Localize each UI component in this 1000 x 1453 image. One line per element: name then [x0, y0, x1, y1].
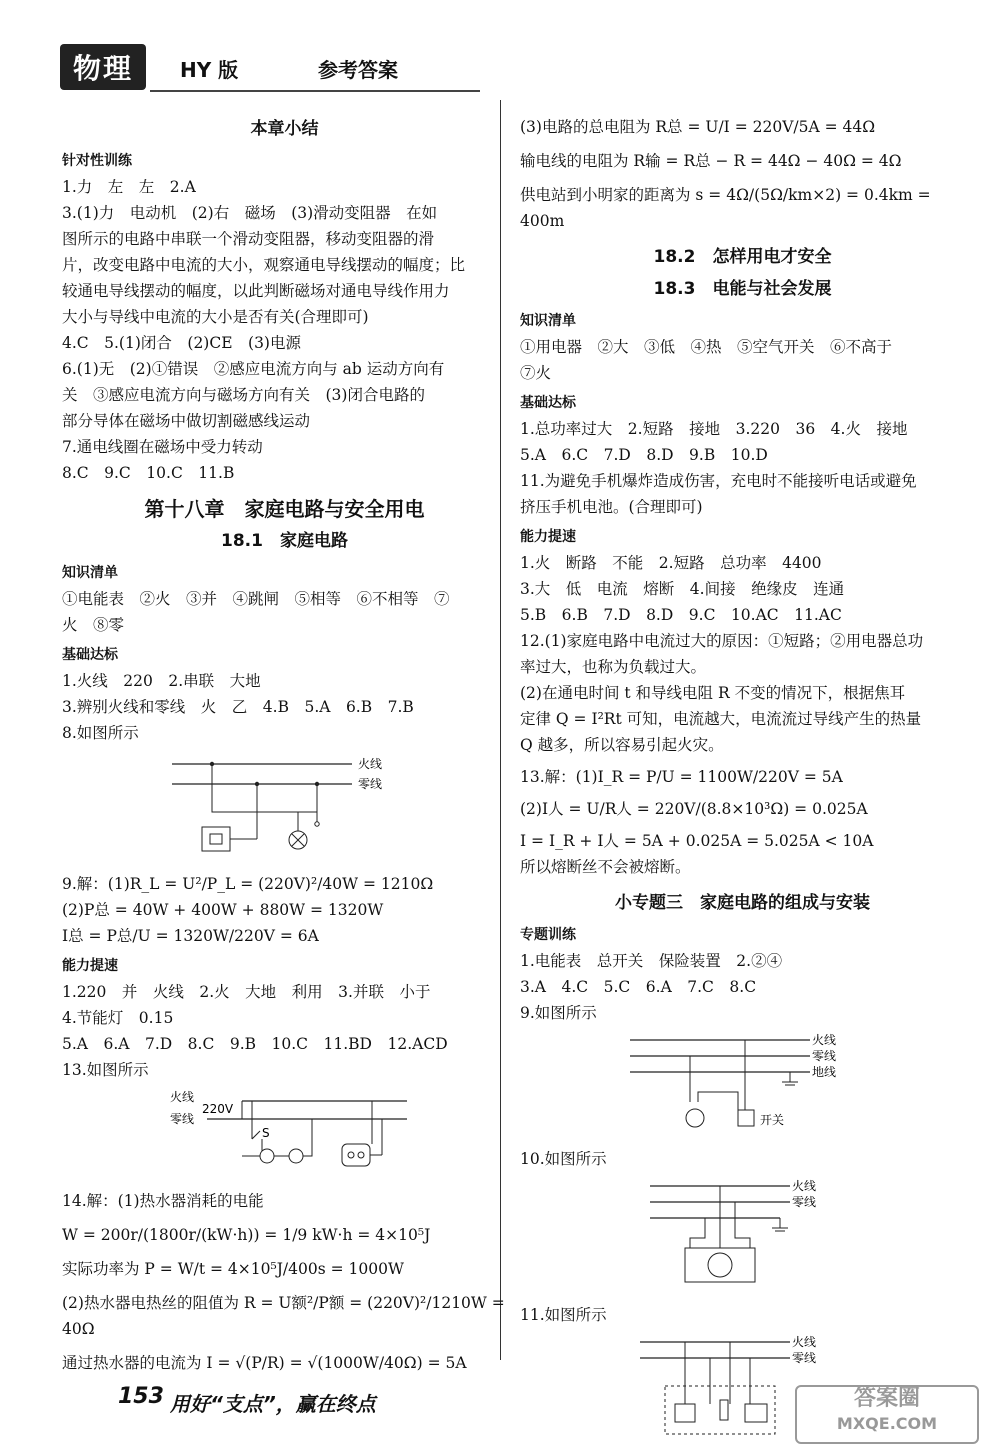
page-number: 153 — [118, 1384, 164, 1409]
circuit-figure-9 — [520, 1032, 965, 1140]
answer-line: 图所示的电路中串联一个滑动变阻器，移动变阻器的滑 — [62, 230, 435, 248]
section-subtitle: 知识清单 — [62, 565, 118, 581]
answer-line: 通过热水器的电流为 I = √(P/R) = √(1000W/40Ω) = 5A — [62, 1354, 467, 1372]
answer-line: 6.(1)无 (2)①错误 ②感应电流方向与 ab 运动方向有 — [62, 360, 445, 378]
ground-wire-label: 地线 — [812, 1065, 837, 1079]
switch-label: S — [262, 1126, 270, 1140]
answer-line: 8.如图所示 — [62, 724, 139, 742]
switch-icon — [675, 1404, 695, 1422]
answer-line: 供电站到小明家的距离为 s = 4Ω/(5Ω/km×2) = 0.4km = 400m — [520, 186, 936, 230]
answer-line: Q 越多，所以容易引起火灾。 — [520, 736, 724, 754]
subject-badge: 物理 — [60, 44, 146, 90]
answer-line: (3)电路的总电阻为 R总 = U/I = 220V/5A = 44Ω — [520, 118, 876, 136]
answer-line: 关 ③感应电流方向与磁场方向有关 (3)闭合电路的 — [62, 386, 425, 404]
chapter-title: 第十八章 家庭电路与安全用电 — [144, 497, 425, 521]
answer-line: W = 200r/(1800r/(kW·h)) = 1/9 kW·h = 4×10⁵J — [62, 1226, 431, 1244]
answer-line: I总 = P总/U = 1320W/220V = 6A — [62, 927, 319, 945]
answer-line: 较通电导线摆动的幅度，以此判断磁场对通电导线作用力 — [62, 282, 450, 300]
answer-line: 1.火线 220 2.串联 大地 — [62, 672, 261, 690]
socket-icon — [342, 1144, 370, 1166]
watermark-url: MXQE.COM — [836, 1414, 938, 1433]
answer-line: 5.A 6.C 7.D 8.D 9.B 10.D — [520, 446, 768, 464]
circuit-figure-8 — [62, 752, 507, 865]
switch-icon — [738, 1110, 754, 1126]
section-subtitle: 专题训练 — [520, 927, 576, 943]
answer-line: 1.220 并 火线 2.火 大地 利用 3.并联 小于 — [62, 983, 431, 1001]
lamp-icon — [260, 1149, 274, 1163]
answer-line: 11.为避免手机爆炸造成伤害，充电时不能接听电话或避免 — [520, 472, 917, 490]
watermark-logo — [795, 1385, 979, 1444]
voltage-label: 220V — [202, 1102, 234, 1116]
circuit-diagram — [62, 752, 422, 857]
header-rule — [150, 90, 480, 92]
answer-line: I = I_R + I人 = 5A + 0.025A = 5.025A < 10A — [520, 832, 874, 850]
circuit-diagram — [520, 1032, 960, 1132]
live-wire-label: 火线 — [792, 1335, 817, 1349]
answers-label: 参考答案 — [318, 58, 398, 82]
answer-line: 实际功率为 P = W/t = 4×10⁵J/400s = 1000W — [62, 1260, 404, 1278]
answer-line: (2)I人 = U/R人 = 220V/(8.8×10³Ω) = 0.025A — [520, 800, 868, 818]
socket-icon — [202, 827, 230, 851]
section-subtitle: 能力提速 — [520, 529, 576, 545]
answer-line: 11.如图所示 — [520, 1306, 607, 1324]
edition-label: HY 版 — [180, 58, 239, 82]
answer-line: (2)在通电时间 t 和导线电阻 R 不变的情况下，根据焦耳 — [520, 684, 906, 702]
socket-icon — [745, 1404, 767, 1422]
answer-line: 4.节能灯 0.15 — [62, 1009, 174, 1027]
live-wire-label: 火线 — [358, 757, 383, 771]
answer-line: 5.A 6.A 7.D 8.C 9.B 10.C 11.BD 12.ACD — [62, 1035, 448, 1053]
answer-line: 大小与导线中电流的大小是否有关(合理即可) — [62, 308, 369, 326]
answer-line: 9.如图所示 — [520, 1004, 597, 1022]
answer-line: 8.C 9.C 10.C 11.B — [62, 464, 235, 482]
answer-line: 1.总功率过大 2.短路 接地 3.220 36 4.火 接地 — [520, 420, 908, 438]
circuit-diagram — [62, 1089, 422, 1174]
section-subtitle: 基础达标 — [520, 395, 576, 411]
answer-line: 片，改变电路中电流的大小，观察通电导线摆动的幅度；比 — [62, 256, 466, 274]
circuit-figure-13 — [62, 1089, 507, 1182]
answer-line: 所以熔断丝不会被熔断。 — [520, 858, 691, 876]
answer-line: 13.如图所示 — [62, 1061, 149, 1079]
answer-line: 7.通电线圈在磁场中受力转动 — [62, 438, 263, 456]
page-header — [60, 38, 480, 100]
answer-line: 定律 Q = I²Rt 可知，电流越大，电流流过导线产生的热量 — [520, 710, 922, 728]
answer-line: 10.如图所示 — [520, 1150, 607, 1168]
live-wire-label: 火线 — [170, 1090, 195, 1104]
circuit-diagram — [520, 1178, 960, 1288]
answer-line: (2)热水器电热丝的阻值为 R = U额²/P额 = (220V)²/1210W = 40Ω — [62, 1294, 510, 1338]
neutral-wire-label: 零线 — [792, 1195, 817, 1209]
answer-line: (2)P总 = 40W + 400W + 880W = 1320W — [62, 901, 384, 919]
section-subtitle: 针对性训练 — [62, 153, 132, 169]
section-subtitle: 基础达标 — [62, 647, 118, 663]
switch-label: 开关 — [760, 1113, 785, 1127]
answer-line: 3.大 低 电流 熔断 4.间接 绝缘皮 连通 — [520, 580, 845, 598]
neutral-wire-label: 零线 — [358, 777, 383, 791]
answer-line: 1.力 左 左 2.A — [62, 178, 196, 196]
neutral-wire-label: 零线 — [792, 1351, 817, 1365]
fuse-icon — [720, 1400, 728, 1420]
answer-line: 14.解：(1)热水器消耗的电能 — [62, 1192, 264, 1210]
section-subtitle: 能力提速 — [62, 958, 118, 974]
answer-line: 4.C 5.(1)闭合 (2)CE (3)电源 — [62, 334, 301, 352]
bulb-icon — [686, 1109, 704, 1127]
answer-line: 12.(1)家庭电路中电流过大的原因：①短路；②用电器总功 — [520, 632, 924, 650]
answer-line: ⑦火 — [520, 364, 552, 382]
answer-line: 3.辨别火线和零线 火 乙 4.B 5.A 6.B 7.B — [62, 698, 414, 716]
section-title: 18.1 家庭电路 — [221, 531, 348, 551]
section-title: 18.3 电能与社会发展 — [653, 279, 832, 299]
lamp-icon — [289, 1149, 303, 1163]
section-title: 18.2 怎样用电才安全 — [653, 247, 832, 267]
answer-line: 1.火 断路 不能 2.短路 总功率 4400 — [520, 554, 822, 572]
answer-line: ①电能表 ②火 ③并 ④跳闸 ⑤相等 ⑥不相等 ⑦ — [62, 590, 450, 608]
watermark-text: 答案圈 — [853, 1386, 920, 1411]
answer-line: ①用电器 ②大 ③低 ④热 ⑤空气开关 ⑥不高于 — [520, 338, 893, 356]
live-wire-label: 火线 — [812, 1033, 837, 1047]
answer-line: 5.B 6.B 7.D 8.D 9.C 10.AC 11.AC — [520, 606, 842, 624]
neutral-wire-label: 零线 — [812, 1049, 837, 1063]
section-subtitle: 知识清单 — [520, 313, 576, 329]
neutral-wire-label: 零线 — [170, 1112, 195, 1126]
answer-line: 输电线的电阻为 R输 = R总 − R = 44Ω − 40Ω = 4Ω — [520, 152, 902, 170]
answer-line: 部分导体在磁场中做切割磁感线运动 — [62, 412, 311, 430]
answer-line: 火 ⑧零 — [62, 616, 125, 634]
answer-line: 1.电能表 总开关 保险装置 2.②④ — [520, 952, 783, 970]
page-footer — [60, 1380, 480, 1430]
right-column — [520, 110, 965, 1453]
section-title: 本章小结 — [250, 119, 319, 139]
answer-line: 13.解：(1)I_R = P/U = 1100W/220V = 5A — [520, 768, 843, 786]
circuit-figure-10 — [520, 1178, 965, 1296]
left-column — [62, 110, 510, 1384]
answer-line: 3.A 4.C 5.C 6.A 7.C 8.C — [520, 978, 757, 996]
section-title: 小专题三 家庭电路的组成与安装 — [615, 893, 870, 913]
footer-slogan: 用好“支点”，赢在终点 — [170, 1392, 376, 1416]
answer-line: 率过大，也称为负载过大。 — [520, 658, 707, 676]
answer-line: 9.解：(1)R_L = U²/P_L = (220V)²/40W = 1210Ω — [62, 875, 434, 893]
answer-line: 挤压手机电池。(合理即可) — [520, 498, 703, 516]
answer-line: 3.(1)力 电动机 (2)右 磁场 (3)滑动变阻器 在如 — [62, 204, 438, 222]
live-wire-label: 火线 — [792, 1179, 817, 1193]
